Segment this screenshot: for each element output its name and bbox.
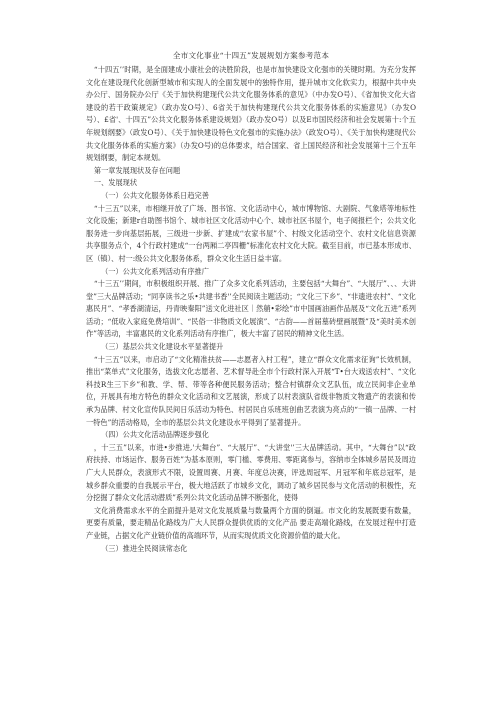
body-paragraph: “十三五”以来，市启动了“文化精准扶贫——志愿者入村工程”，建立“群众文化需求征询”长效机制，推出“菜单式”文化服务，选拔文化志愿者、艺术督导赴全市个行政村深入开展“T•台大戏送农村”、“文化科技R生三下乡”和教、学、帮、带等各种便民服务活动；整合村镇群众文艺队伍，成立民间非企业单位，开展具有地方特色的群众文化活动和文艺展演，形成了以村表演队省级非物质文物遗产的表演和传承为品牌、村文化宣传队民间日乐活动为特色、村居民自乐班班创曲艺表演为亮点的“一镇一品牌、一村一特色”的活动格局，全市的基层公共文化建设水平得到了显著提升。 <box>86 354 416 427</box>
chapter-heading: 第一章发展现状及存在问题 <box>93 165 181 175</box>
body-paragraph: “十三五’’期间，市积极组织开展、推广了众多文化系列活动，主要包括“大舞台”、“大展厅”、、、大讲堂”三大品牌活动；“同享读书之乐•共建书香'’全民阅读主题活动；“文化三下乡”、“非遗进农村”、“文化惠民月”、“孝香湖清运，丹青映秦阳”送文化进社区｜然艄•彩绘”市中国画油画作品展及“文化五进”系列活动；“低收入家庭免费培训”、“民俗一非物质文化展演”、“古韵——首届墓砖壁画展暨”及“美时美术创作”等活动，丰富惠民的文化系列活动有序推广，极大丰富了居民的精神文化生活。 <box>86 279 416 339</box>
document-title: 全市文化事业“十四五”发展规划方案参考范本 <box>172 51 330 60</box>
section-heading: 一、发展现状 <box>93 178 138 188</box>
subsection-heading: （三）推进全民阅读常态化 <box>101 543 188 553</box>
body-paragraph: “十三五”以来，市相继开放了广场、图书馆、文化活动中心，城市博物馆、大剧院、气象塔等地标性文化设施；新建r自助图书馆个、城市社区文化活动中心个、城市社区书屋个，电子阅报栏个；公共文化服务进一步向基层拓展，三级进一步新、扩建成‘'农家书屋”个、村级文化活动空个、农村文化信息资源共享服务点个，4个行政村建成“一台两厢二亭四栅”标准化农村文化大院。截至目前，市已基本形成市、区（镇）、村一:级公共文化服务体系，群众文化生活日益丰富。 <box>86 203 416 263</box>
body-paragraph: 文化消费需求水平的全面提升是对文化发展质量与数量两个方面的倒逼。市文化的发展既要有数量，更要有质量，要走精品化路线为广大人民群众提供优质的文化产品 要走高端化路线，在发展过程中打造产业链，占据文化产业链价值的高端环节，从而实现优质文化资源价值的最大化。 <box>86 505 416 540</box>
intro-paragraph: “十四五’’时期，是全面建成小康社会的决胜阶段，也是市加快建设文化强市的关键时期。为充分发挥文化在建设现代化创新型城市和实现人的全面发展中的独特作用，提升城市文化软实力，根据中共中央办公厅、国务院办公厅《关于加快构建现代公共文化服务体系的意见》（中办发O号）、《省加快文化大省建设的若干政策规定》（政办发O号）、6省关于加快构建现代公共文化服务体系的实施意见》（办发O号）、£省'、十四五”公共文化服务体系建设规划》（政办发O号）以及E市国民经济和社会发展第十:个五年规划纲要》（政发O号）、《关于加快建设特色文化强市的实施办法》（政发O号）、《关于加快构建现代公共文化服务体系的实施方案》（办发O号)的总体要求，结合国家、省上国民经济和社会发展第十三个五年规划纲要，制定本规划。 <box>86 65 416 163</box>
subsection-heading: （四）公共文化活动品牌逐步强化 <box>101 430 209 440</box>
subsection-heading: （三）基层公共文化建设水平显著提升 <box>101 342 224 352</box>
subsection-heading: （一）公共文化服务体系日趋完善 <box>101 190 209 200</box>
subsection-heading: （一）公共文化系列活动有序推广 <box>101 266 209 276</box>
body-paragraph: ，十三五”以来，市进•步推进,'大舞台”、“大展厅”、“大讲堂'’三大品牌活动。其中，“大舞台”以“政府扶持、市场运作、服务百姓”为基本原则，零门槛、零费用、零距离参与，容纳市全体城乡居民及周边广大人民群众，表演形式不限，设置周赛、月赛、年度总决赛，评选周冠军、月冠军和年底总冠军，是城乡群众重要的自我展示平台，极大地活跃了市城乡文化，调动了城乡居民参与文化活动的积极性，充分挖掘了群众文化活动潜质”系列公共文化活动品牌不断强化，使得 <box>86 442 416 503</box>
